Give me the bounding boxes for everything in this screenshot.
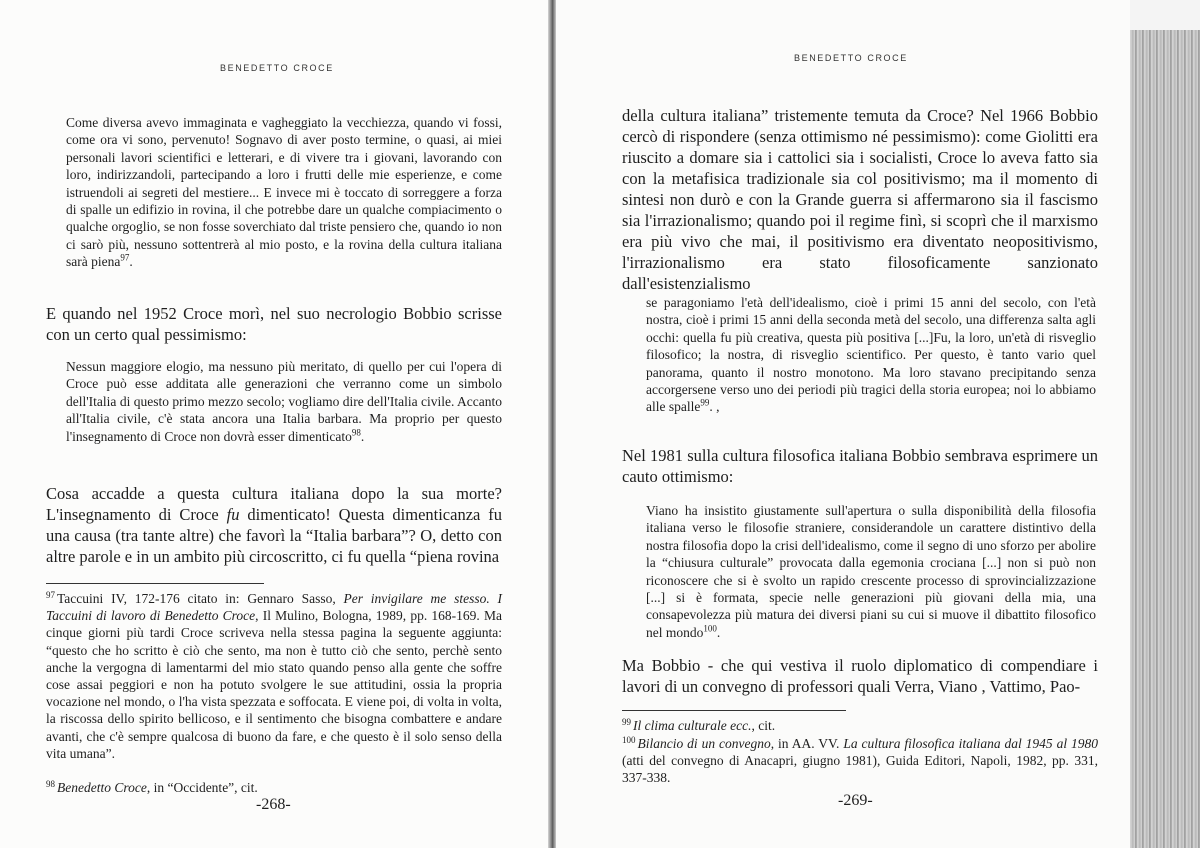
quote-end: . [360, 428, 365, 444]
footnote-number: 97 [46, 589, 55, 600]
quote-text: Viano ha insistito giustamente sull'apertura o sulla disponibilità della filosofia italiana verso le filosofie straniere, considerandole un carattere distintivo della nostra filosofia dopo la crisi dell'idealismo, come il segno di uno sforzo per abolire la “chiusura culturale” provocata dalla egemonia crociana [...] non si può non riconoscere che si è svolto un rapido crescente processo di sprovincializzazione [...] si è formata, specie nelle generazioni più giovani della mia, una consapevolezza più matura dei diversi piani su cui si muove il dibattito filosofico nel mondo [646, 503, 1096, 640]
body-paragraph-question [46, 483, 502, 567]
quote-text: se paragoniamo l'età dell'idealismo, cioè i primi 15 anni del secolo, con l'età nostra, cioè i primi 15 anni della seconda metà del secolo, una differenza salta agli occhi: quella fu più creativa, questa più positiva [...]Fu, la loro, un'età di risveglio filosofico; la nostra, di risveglio scientifico. Per questo, è tanto vario quel panorama, quanto il nostro monotono. Ma loro stavano precipitando senza accorgersene verso uno dei periodi più tragici della storia europea; noi lo abbiamo alle spalle [646, 295, 1096, 415]
footnote-text: , in AA. VV. [770, 736, 844, 751]
footnote-rule [622, 710, 846, 711]
quote-text: Come diversa avevo immaginata e vagheggiato la vecchiezza, quando vi fossi, come ora vi sono, pervenuto! Sognavo di aver posto termine, o quasi, ai miei personali lavori scientifici e letterari, e di vivere tra i giovani, lavorando con loro, indirizzandoli, partecipando a loro i frutti delle mie esperienze, e come istruendoli ai segreti del mestiere... E invece mi è toccato di sorreggere a forza di spalle un edifizio in rovina, il che potrebbe dare un qualche compiacimento o qualche orgoglio, se non fosse soverchiato dal triste pensiero che, quando io non ci sarò più, nessuno sottentrerà al mio posto, e la rovina della cultura italiana sarà piena [66, 115, 502, 270]
left-page [0, 0, 548, 848]
footnote-99 [622, 717, 1098, 734]
footnote-text: Taccuini IV, 172-176 citato in: Gennaro Sasso, [57, 591, 344, 606]
footnote-ref-99[interactable]: 99 [700, 397, 710, 408]
book-spine [548, 0, 556, 848]
footnote-number: 100 [622, 734, 636, 745]
footnote-text: (atti del convegno di Anacapri, giugno 1981), Guida Editori, Napoli, 1982, pp. 331, 337-338. [622, 753, 1098, 786]
body-paragraph-1981: Nel 1981 sulla cultura filosofica italiana Bobbio sembrava esprimere un cauto ottimismo: [622, 446, 1098, 486]
footnote-text: , cit. [751, 718, 776, 733]
footnote-title: Il clima culturale ecc. [633, 718, 752, 733]
footnote-title: Benedetto Croce [57, 780, 147, 795]
para-text: dimenticato! Questa dimenticanza fu una causa (tra tante altre) che favorì la “Italia barbara”? O, detto con altre parole e in un ambito più circoscritto, ci fu quella “piena rovina [46, 505, 502, 566]
running-head-right: BENEDETTO CROCE [794, 53, 908, 63]
page-number-left: -268- [256, 796, 291, 813]
body-paragraph-1952: E quando nel 1952 Croce morì, nel suo necrologio Bobbio scrisse con un certo qual pessimismo: [46, 304, 502, 344]
footnote-ref-100[interactable]: 100 [703, 623, 717, 634]
footnote-ref-97[interactable]: 97 [120, 252, 130, 263]
quote-end: . [129, 254, 133, 270]
footnote-text: , Il Mulino, Bologna, 1989, pp. 168-169. Ma cinque giorni più tardi Croce scriveva nella stessa pagina la seguente aggiunta: “questo che ho scritto è ciò che sento, ma non è tutto ciò che sento, perchè sento anche la vergogna di lamentarmi del mio stato quando penso alla gente che soffre cose assai peggiori e non ha potuto svolgere le sue attitudini, ossia la propria vocazione nel mondo, o l'ha vista spezzata e soffocata. E viene poi, di volta in volta, la riscossa dello spirito bellicoso, e il sentimento che bisogna combattere e andare avanti, che c'è sempre qualcosa di buono da fare, e che questo è il solo senso della vita umana”. [46, 608, 502, 761]
footnote-97 [46, 590, 502, 762]
footnote-title: Per invigilare me stesso. I Taccuini di lavoro di Benedetto Croce [46, 591, 502, 624]
footnote-title: La cultura filosofica italiana dal 1945 al 1980 [843, 736, 1099, 751]
scan-margin [1130, 0, 1200, 30]
footnote-text: , in “Occidente”, cit. [146, 780, 258, 795]
page-stack-edge [1130, 30, 1200, 848]
right-page [556, 0, 1130, 848]
block-quote-croce [66, 114, 502, 271]
footnote-number: 98 [46, 778, 55, 789]
para-emphasis: fu [226, 505, 240, 524]
footnote-title: Bilancio di un convegno [637, 736, 771, 751]
block-quote-viano [646, 502, 1096, 641]
footnote-ref-98[interactable]: 98 [351, 427, 361, 438]
body-paragraph-bobbio: Ma Bobbio - che qui vestiva il ruolo diplomatico di compendiare i lavori di un convegno di professori quali Verra, Viano , Vattimo, Pao- [622, 656, 1098, 696]
block-quote-idealismo [646, 294, 1096, 416]
body-paragraph-1966: della cultura italiana” tristemente temuta da Croce? Nel 1966 Bobbio cercò di rispondere (senza ottimismo né pessimismo): come Giolitti era riuscito a domare sia i cattolici sia i socialisti, Croce lo aveva fatto sia con la metafisica tradizionale sia col positivismo; ma il momento di sintesi non durò e con la Grande guerra si affermarono sia il fascismo sia l'irrazionalismo; quando poi il regime finì, si scoprì che il marxismo era più vivo che mai, il positivismo era diventato neopositivismo, l'irrazionalismo era stato filosoficamente sanzionato dall'esistenzialismo [622, 106, 1098, 293]
quote-end: . , [709, 399, 720, 415]
footnote-rule [46, 583, 264, 584]
footnote-100 [622, 735, 1098, 787]
footnote-98 [46, 779, 502, 796]
para-text: Cosa accadde a questa cultura italiana dopo la sua morte? L'insegnamento di Croce [46, 484, 502, 524]
footnote-number: 99 [622, 716, 631, 727]
block-quote-necrologio [66, 358, 502, 445]
quote-end: . [716, 624, 721, 640]
page-number-right: -269- [838, 792, 873, 809]
running-head-left: BENEDETTO CROCE [220, 63, 334, 73]
quote-text: Nessun maggiore elogio, ma nessuno più meritato, di quello per cui l'opera di Croce può esse additata alle generazioni che verranno come un simbolo dell'Italia di questo primo mezzo secolo; vogliamo dire dell'Italia civile. Accanto all'Italia civile, c'è stata ancora una Italia barbara. Ma proprio per questo l'insegnamento di Croce non dovrà esser dimenticato [66, 359, 502, 444]
